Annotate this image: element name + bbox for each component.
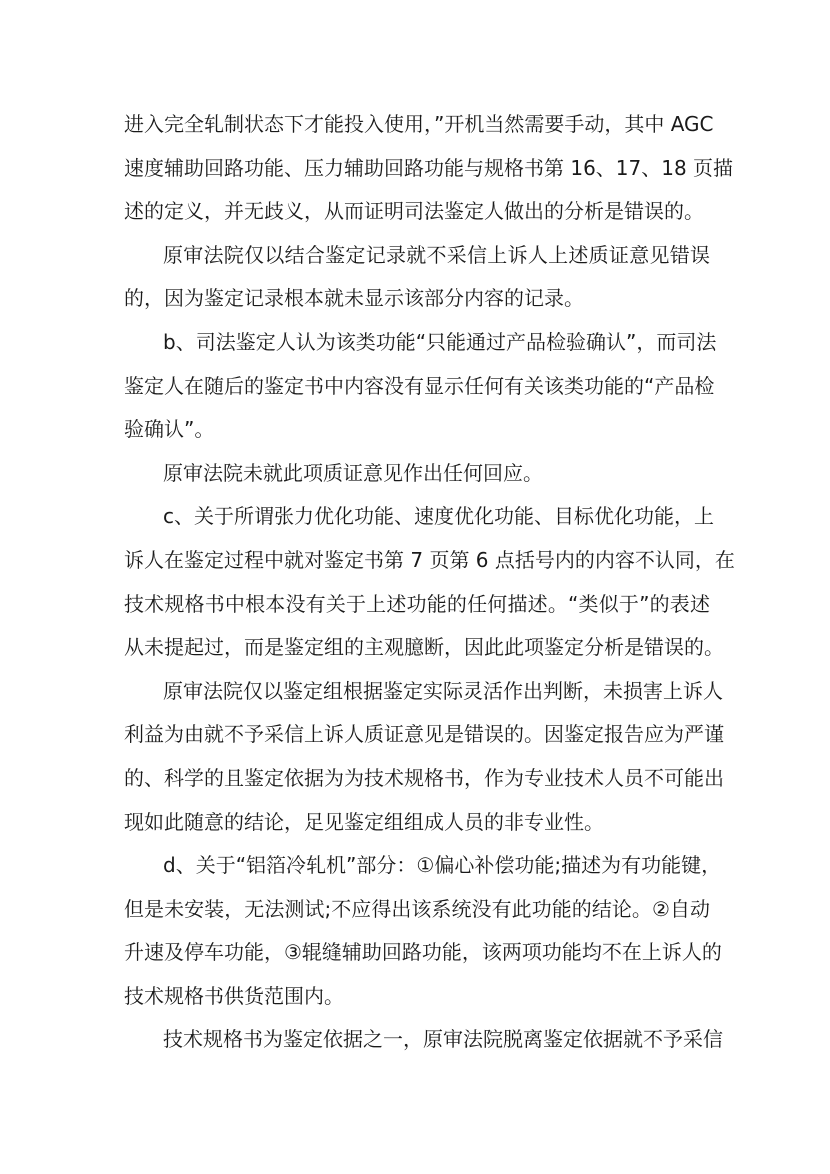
text-line: 验确认”。: [124, 417, 215, 442]
paragraph: [124, 495, 735, 669]
text-line: 的、科学的且鉴定依据为为技术规格书，作为专业技术人员不可能出: [124, 765, 724, 790]
text-line: 利益为由就不予采信上诉人质证意见是错误的。因鉴定报告应为严谨: [124, 722, 724, 747]
paragraph: [124, 321, 717, 452]
text-line: 升速及停车功能，③辊缝辅助回路功能，该两项功能均不在上诉人的: [124, 940, 722, 965]
paragraph: [124, 234, 710, 321]
text-line: 原审法院仅以鉴定组根据鉴定实际灵活作出判断，未损害上诉人: [163, 678, 723, 703]
paragraph: [124, 1018, 723, 1062]
paragraph: [124, 452, 710, 496]
text-line: 但是未安装，无法测试;不应得出该系统没有此功能的结论。②自动: [124, 896, 710, 921]
text-line: c、关于所谓张力优化功能、速度优化功能、目标优化功能，上: [163, 504, 714, 529]
text-line: 技术规格书为鉴定依据之一，原审法院脱离鉴定依据就不予采信: [163, 1027, 723, 1052]
text-line: 鉴定人在随后的鉴定书中内容没有显示任何有关该类功能的“产品检: [124, 373, 715, 398]
text-line: 原审法院未就此项质证意见作出任何回应。: [163, 460, 543, 485]
document-page: [124, 103, 735, 1062]
text-line: 进入完全轧制状态下才能投入使用，”开机当然需要手动，其中 AGC: [124, 112, 714, 136]
paragraph: [124, 670, 724, 844]
text-line: b、司法鉴定人认为该类功能“只能通过产品检验确认”，而司法: [163, 329, 717, 354]
text-line: 述的定义，并无歧义，从而证明司法鉴定人做出的分析是错误的。: [124, 199, 704, 224]
text-line: 速度辅助回路功能、压力辅助回路功能与规格书第 16、17、18 页描: [124, 155, 734, 180]
text-line: 技术规格书中根本没有关于上述功能的任何描述。“类似于”的表述: [124, 591, 710, 616]
text-line: 从未提起过，而是鉴定组的主观臆断，因此此项鉴定分析是错误的。: [124, 635, 724, 660]
text-line: 的，因为鉴定记录根本就未显示该部分内容的记录。: [124, 286, 584, 311]
text-line: 诉人在鉴定过程中就对鉴定书第 7 页第 6 点括号内的内容不认同，在: [124, 547, 735, 572]
paragraph: [124, 103, 734, 234]
text-line: 技术规格书供货范围内。: [124, 983, 344, 1008]
paragraph: [124, 844, 722, 1018]
text-line: d、关于“铝箔冷轧机”部分：①偏心补偿功能;描述为有功能键，: [163, 853, 722, 878]
text-line: 原审法院仅以结合鉴定记录就不采信上诉人上述质证意见错误: [163, 242, 710, 267]
text-line: 现如此随意的结论，足见鉴定组组成人员的非专业性。: [124, 809, 604, 834]
